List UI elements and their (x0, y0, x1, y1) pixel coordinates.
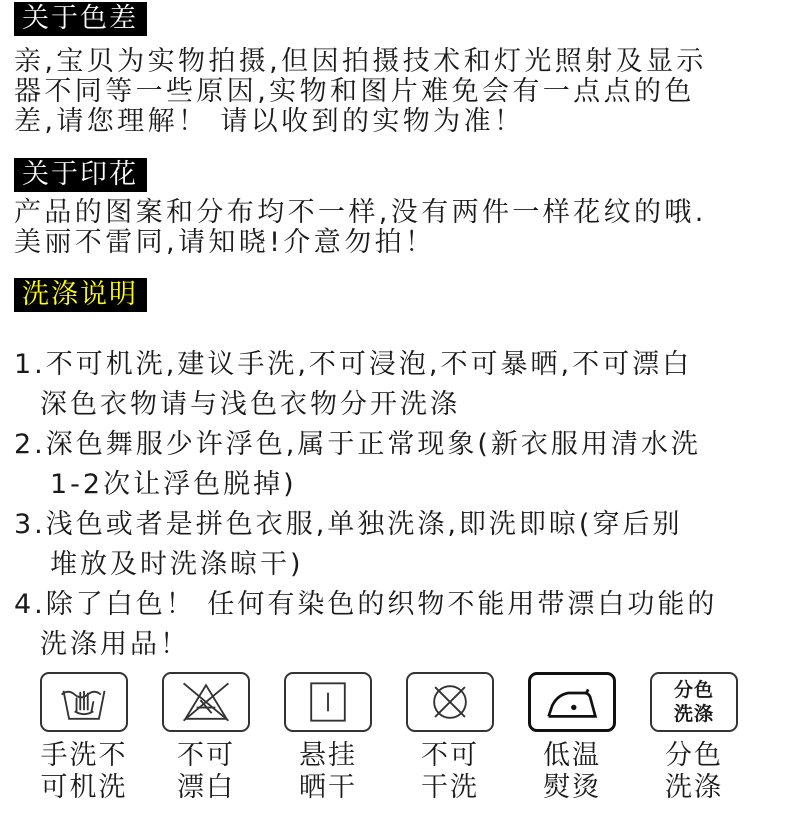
paragraph-line: 美丽不雷同,请知晓!介意勿拍！ (14, 227, 436, 258)
care-label: 不可 漂白 (177, 740, 235, 803)
care-item-no-dry-clean (402, 672, 498, 804)
low-iron-icon (528, 672, 616, 732)
print-paragraph (14, 198, 776, 258)
paragraph-line: 器不同等一些原因,实物和图片难免会有一点点的色 (14, 76, 695, 107)
wash-item-3-cont: 堆放及时洗涤晾干) (50, 549, 304, 580)
section-title-color: 关于色差 (14, 2, 147, 36)
no-bleach-icon (162, 672, 250, 732)
separate-wash-box-text: 分色 洗涤 (673, 679, 714, 725)
paragraph-line: 差,请您理解！ 请以收到的实物为准！ (14, 106, 525, 137)
wash-item-4-cont: 洗涤用品！ (40, 629, 190, 660)
color-paragraph (14, 47, 776, 137)
care-item-hang-dry (280, 672, 376, 804)
wash-item-4: 4.除了白色！ 任何有染色的织物不能用带漂白功能的 (14, 589, 718, 620)
no-dry-clean-icon (406, 672, 494, 732)
separate-wash-icon (650, 672, 738, 732)
hang-dry-icon (284, 672, 372, 732)
care-label: 手洗不 可机洗 (40, 740, 128, 803)
wash-item-2-cont: 1-2次让浮色脱掉) (50, 469, 297, 500)
section-title-print: 关于印花 (14, 158, 147, 192)
paragraph-line: 产品的图案和分布均不一样,没有两件一样花纹的哦. (14, 197, 707, 228)
care-label: 低温 熨烫 (543, 740, 601, 803)
wash-item-1: 1.不可机洗,建议手洗,不可浸泡,不可暴晒,不可漂白 (14, 349, 693, 380)
care-item-separate-wash (646, 672, 742, 804)
care-label: 分色 洗涤 (665, 740, 723, 803)
paragraph-line: 亲,宝贝为实物拍摄,但因拍摄技术和灯光照射及显示 (14, 46, 707, 77)
wash-item-3: 3.浅色或者是拼色衣服,单独洗涤,即洗即晾(穿后别 (14, 509, 683, 540)
care-item-hand-wash (36, 672, 132, 804)
wash-item-2: 2.深色舞服少许浮色,属于正常现象(新衣服用清水洗 (14, 429, 701, 460)
care-item-no-bleach (158, 672, 254, 804)
hand-wash-icon (40, 672, 128, 732)
care-icons-row (36, 672, 746, 812)
section-title-wash: 洗涤说明 (14, 278, 147, 312)
care-item-low-iron (524, 672, 620, 804)
wash-instructions (14, 345, 790, 665)
care-label: 不可 干洗 (421, 740, 479, 803)
care-label: 悬挂 晒干 (299, 740, 357, 803)
wash-item-1-cont: 深色衣物请与浅色衣物分开洗涤 (40, 389, 460, 420)
